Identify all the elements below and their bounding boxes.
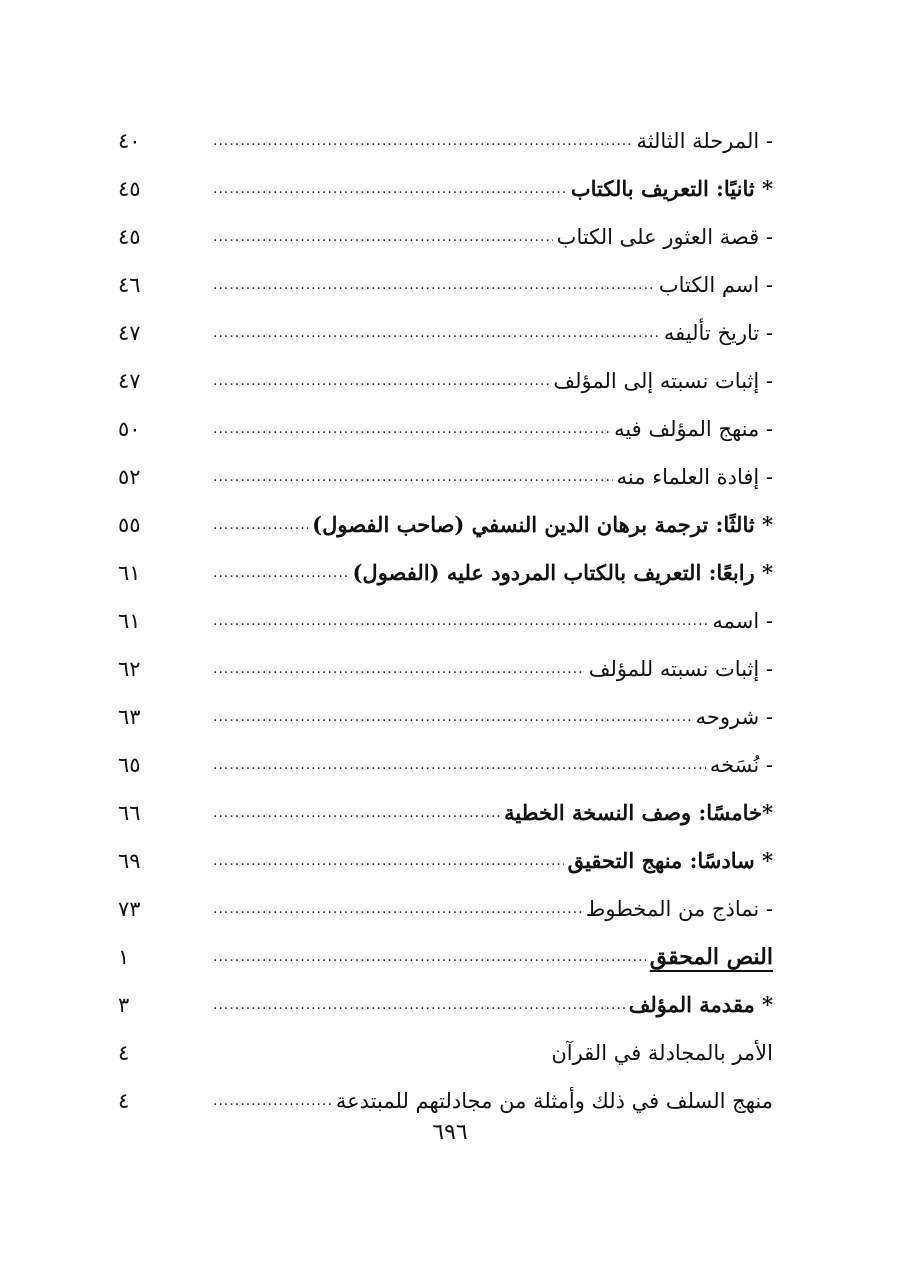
dot-leader (213, 322, 660, 348)
dot-leader (213, 1090, 332, 1116)
toc-entry-text (213, 990, 773, 1020)
toc-entry-title: - شروحه (695, 705, 773, 729)
toc-page-number: ٦٦ (118, 801, 141, 825)
toc-entry (118, 204, 773, 252)
toc-entry-title: - نماذج من المخطوط (585, 897, 773, 921)
toc-entry-text (213, 606, 773, 636)
toc-entry (118, 540, 773, 588)
toc-entry-text (213, 222, 773, 252)
toc-entry (118, 684, 773, 732)
dot-leader (213, 226, 553, 252)
toc-entry-text (213, 126, 773, 156)
page-number: ٦٩٦ (432, 1120, 468, 1145)
toc-entry (118, 828, 773, 876)
toc-page-number: ٤٠ (118, 129, 141, 153)
dot-leader (213, 562, 349, 588)
dot-leader (213, 370, 549, 396)
toc-entry-title: - إثبات نسبته إلى المؤلف (553, 369, 773, 393)
dot-leader (213, 178, 567, 204)
dot-leader (213, 418, 610, 444)
toc-entry (118, 492, 773, 540)
toc-page-number: ٥٢ (118, 465, 141, 489)
dot-leader (213, 130, 632, 156)
toc-entry-text (213, 942, 773, 972)
toc-entry (118, 876, 773, 924)
toc-entry-text (213, 894, 773, 924)
toc-page-number: ٤ (118, 1041, 130, 1065)
toc-entry-title: - إثبات نسبته للمؤلف (588, 657, 773, 681)
toc-entry-text (213, 798, 773, 828)
toc-page-number: ٤٥ (118, 177, 141, 201)
toc-entry (118, 636, 773, 684)
toc-entry-title: *خامسًا: وصف النسخة الخطية (504, 800, 773, 825)
dot-leader (213, 274, 655, 300)
dot-leader (213, 994, 625, 1020)
toc-entry-title: - اسمه (712, 609, 773, 633)
toc-entry-title: - اسم الكتاب (658, 273, 773, 297)
dot-leader (213, 946, 646, 972)
toc-entry-title: * ثانيًا: التعريف بالكتاب (570, 176, 773, 201)
section-heading: النص المحقق (649, 944, 773, 970)
toc-entry-text (213, 366, 773, 396)
toc-entry-text (213, 1086, 773, 1116)
dot-leader (213, 466, 613, 492)
toc-page-number: ٥٠ (118, 417, 141, 441)
toc-entry-title: * رابعًا: التعريف بالكتاب المردود عليه (الفصول) (352, 560, 773, 585)
toc-page-number: ٤ (118, 1089, 130, 1113)
toc-entry (118, 252, 773, 300)
toc-entry (118, 348, 773, 396)
toc-entry (118, 732, 773, 780)
toc-entry-text (213, 654, 773, 684)
toc-entry (118, 108, 773, 156)
toc-entry (118, 780, 773, 828)
toc-entry-title: - تاريخ تأليفه (663, 321, 773, 345)
toc-page-number: ٥٥ (118, 513, 141, 537)
toc-entry-title: - قصة العثور على الكتاب (556, 225, 773, 249)
toc-entry-title: - إفادة العلماء منه (616, 465, 773, 489)
toc-entry-title: - المرحلة الثالثة (636, 129, 773, 153)
toc-page-number: ٦٢ (118, 657, 141, 681)
toc-entry-title: * مقدمة المؤلف (628, 992, 773, 1017)
dot-leader (213, 610, 708, 636)
dot-leader (213, 898, 582, 924)
table-of-contents (118, 108, 773, 1116)
toc-entry-text (213, 846, 773, 876)
toc-page-number: ٧٣ (118, 897, 141, 921)
dot-leader (213, 850, 564, 876)
toc-entry (118, 300, 773, 348)
toc-page-number: ٦١ (118, 561, 141, 585)
toc-page-number: ٦٥ (118, 753, 141, 777)
toc-entry-title: - نُسَخه (709, 753, 773, 777)
toc-entry (118, 396, 773, 444)
toc-entry-title: * ثالثًا: ترجمة برهان الدين النسفي (صاحب الفصول) (312, 512, 773, 537)
toc-entry (118, 972, 773, 1020)
toc-entry-text (213, 510, 773, 540)
toc-entry-title: * سادسًا: منهج التحقيق (567, 848, 773, 873)
toc-page-number: ٤٦ (118, 273, 141, 297)
toc-page-number: ٦١ (118, 609, 141, 633)
toc-entry-text (213, 558, 773, 588)
toc-entry (118, 924, 773, 972)
dot-leader (213, 514, 308, 540)
toc-entry (118, 588, 773, 636)
toc-entry (118, 1020, 773, 1068)
toc-page-number: ٣ (118, 993, 130, 1017)
toc-page-number: ٤٧ (118, 321, 141, 345)
toc-entry-text (213, 174, 773, 204)
toc-page-number: ٤٥ (118, 225, 141, 249)
toc-entry (118, 156, 773, 204)
toc-entry-text (213, 318, 773, 348)
dot-leader (213, 802, 500, 828)
toc-entry (118, 444, 773, 492)
dot-leader (213, 706, 692, 732)
toc-entry (118, 1068, 773, 1116)
toc-entry-title: - منهج المؤلف فيه (614, 417, 773, 441)
toc-entry-text (213, 462, 773, 492)
toc-page-number: ٦٩ (118, 849, 141, 873)
toc-page-number: ٤٧ (118, 369, 141, 393)
toc-page-number: ٦٣ (118, 705, 141, 729)
toc-entry-text (213, 702, 773, 732)
dot-leader (213, 754, 706, 780)
toc-entry-text (213, 414, 773, 444)
toc-entry-title: الأمر بالمجادلة في القرآن (551, 1041, 773, 1065)
toc-entry-text (213, 1038, 773, 1068)
toc-entry-title: منهج السلف في ذلك وأمثلة من مجادلتهم للمبتدعة (335, 1089, 773, 1113)
toc-entry-text (213, 750, 773, 780)
toc-entry-text (213, 270, 773, 300)
toc-page-number: ١ (118, 945, 130, 969)
dot-leader (213, 658, 585, 684)
